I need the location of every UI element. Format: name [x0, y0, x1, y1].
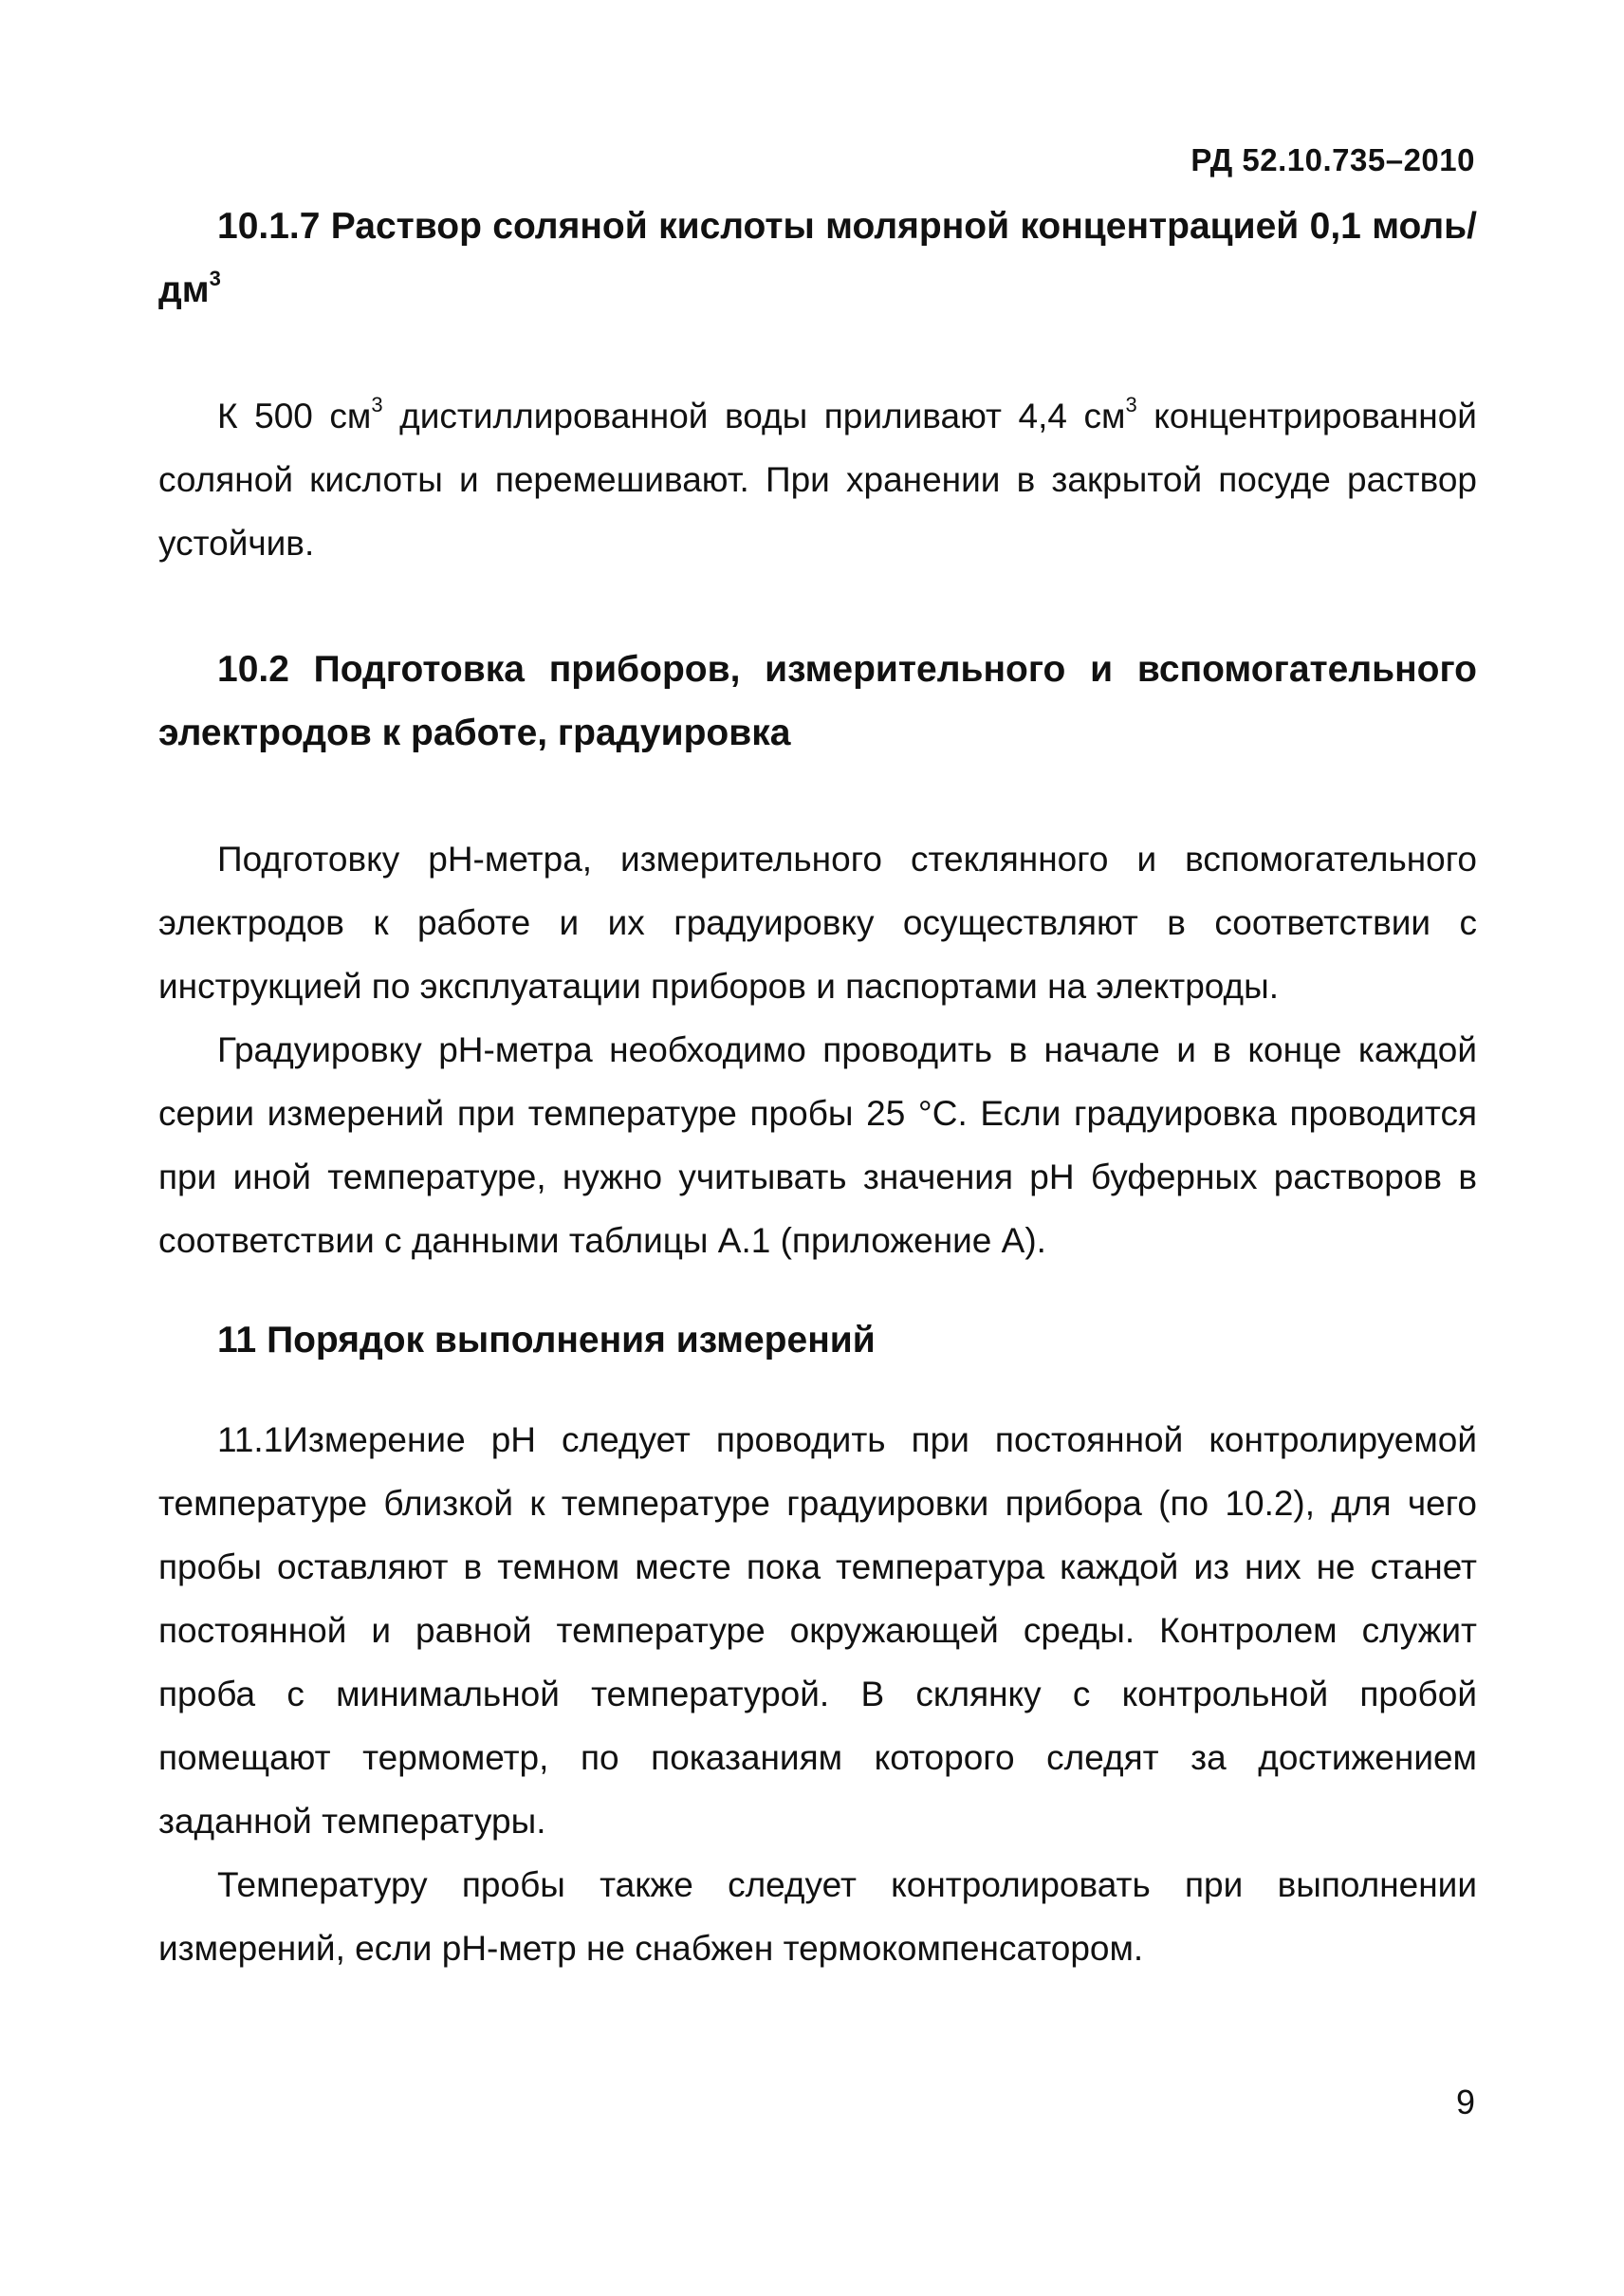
section-10-2-heading: 10.2 Подготовка приборов, измерительного и вспомогательного электродов к работе, градуировка [158, 649, 1477, 753]
superscript: 3 [1125, 393, 1137, 417]
section-11-paragraph-2: Температуру пробы также следует контролировать при выполнении измерений, если рН-метр не снабжен термокомпенсатором. [158, 1865, 1477, 1968]
paragraph-text: дистиллированной воды приливают 4,4 см [382, 397, 1126, 435]
section-10-1-7-heading [158, 194, 1477, 322]
page-content [158, 194, 1477, 1980]
section-11-heading: 11 Порядок выполнения измерений [217, 1320, 876, 1361]
spacer [158, 575, 1477, 638]
paragraph-text: К 500 см [217, 397, 372, 435]
section-11-paragraph-1: 11.1Измерение рН следует проводить при постоянной контролируемой температуре близкой к температуре градуировки прибора (по 10.2), для чего пробы оставляют в темном месте пока температура каждой из них не станет постоянной и равной температуре окружающей среды. Контролем служит проба с минимальной температурой. В склянку с контрольной пробой помещают термометр, по показаниям которого следят за достижением заданной температуры. [158, 1420, 1477, 1841]
paragraph-text: концентрированной соляной кислоты и перемешивают. При хранении в закрытой посуде раствор устойчив. [158, 397, 1477, 563]
page-number: 9 [1455, 2083, 1475, 2121]
section-10-2-paragraph-1: Подготовку рН-метра, измерительного стеклянного и вспомогательного электродов к работе и их градуировку осуществляют в соответствии с инструкцией по эксплуатации приборов и паспортами на электроды. [158, 840, 1477, 1006]
document-code: РД 52.10.735–2010 [1190, 142, 1475, 177]
spacer [158, 1272, 1477, 1308]
spacer [158, 322, 1477, 384]
section-10-2-paragraph-2: Градуировку рН-метра необходимо проводить в начале и в конце каждой серии измерений при температуре пробы 25 °С. Если градуировка проводится при иной температуре, нужно учитывать значения рН буферных растворов в соответствии с данными таблицы А.1 (приложение А). [158, 1030, 1477, 1260]
spacer [158, 1372, 1477, 1408]
spacer [158, 765, 1477, 827]
superscript: 3 [371, 393, 383, 417]
section-10-1-7-heading-text: 10.1.7 Раствор соляной кислоты молярной концентрацией 0,1 моль/дм [158, 206, 1477, 310]
superscript: 3 [209, 267, 221, 290]
section-10-1-7-paragraph [158, 384, 1477, 575]
